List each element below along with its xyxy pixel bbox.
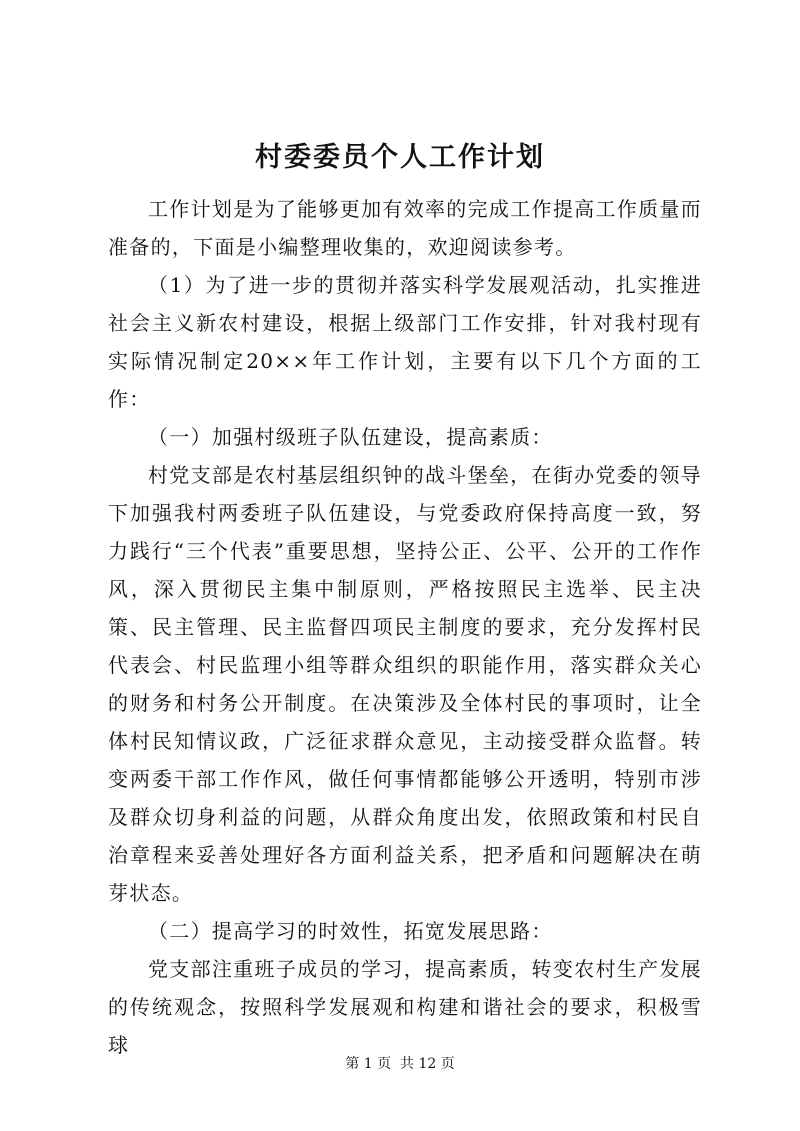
document-title: 村委委员个人工作计划 [255, 142, 545, 173]
paragraph-3: 党支部注重班子成员的学习，提高素质，转变农村生产发展的传统观念，按照科学发展观和构建和谐社会的要求，积极雪球 [108, 957, 702, 1057]
page-footer [0, 1054, 800, 1074]
section-heading-2: （二）提高学习的时效性，拓宽发展思路： [148, 919, 553, 943]
section-heading-1: （一）加强村级班子队伍建设，提高素质： [148, 425, 553, 449]
page-number: 第 1 页 共 12 页 [345, 1056, 455, 1072]
paragraph-1: （1）为了进一步的贯彻并落实科学发展观活动，扎实推进社会主义新农村建设，根据上级部门工作安排，针对我村现有实际情况制定20××年工作计划，主要有以下几个方面的工作： [108, 273, 702, 411]
document-body [108, 190, 702, 1064]
intro-paragraph: 工作计划是为了能够更加有效率的完成工作提高工作质量而准备的，下面是小编整理收集的，欢迎阅读参考。 [108, 197, 702, 259]
paragraph-2: 村党支部是农村基层组织钟的战斗堡垒，在街办党委的领导下加强我村两委班子队伍建设，与党委政府保持高度一致，努力践行“三个代表”重要思想，坚持公正、公平、公开的工作作风，深入贯彻民主集中制原则，严格按照民主选举、民主决策、民主管理、民主监督四项民主制度的要求，充分发挥村民代表会、村民监理小组等群众组织的职能作用，落实群众关心的财务和村务公开制度。在决策涉及全体村民的事项时，让全体村民知情议政，广泛征求群众意见，主动接受群众监督。转变两委干部工作作风，做任何事情都能够公开透明，特别市涉及群众切身利益的问题，从群众角度出发，依照政策和村民自治章程来妥善处理好各方面利益关系，把矛盾和问题解决在萌芽状态。 [108, 463, 702, 905]
